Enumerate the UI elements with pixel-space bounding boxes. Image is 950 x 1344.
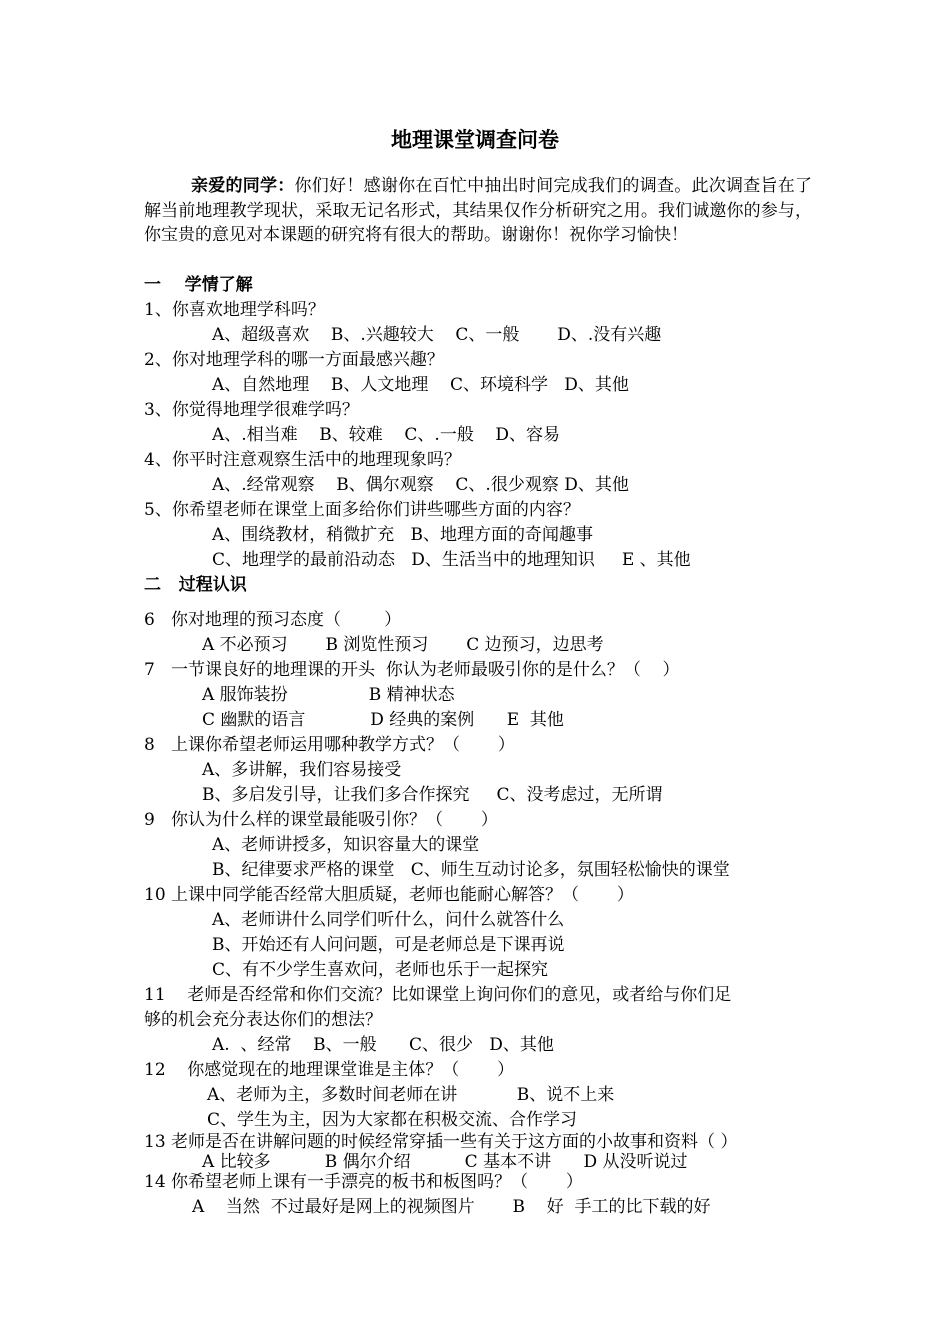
question-11-options: A. 、经常 B、一般 C、很少 D、其他 [212, 1035, 554, 1055]
question-5: 5、你希望老师在课堂上面多给你们讲些哪些方面的内容？ [144, 500, 580, 520]
page-title: 地理课堂调查问卷 [391, 128, 559, 152]
intro-body: 你们好！感谢你在百忙中抽出时间完成我们的调查。此次调查旨在了解当前地理教学现状，采取无记名形式，其结果仅作分析研究之用。我们诚邀你的参与，你宝贵的意见对本课题的研究将有很大的帮助。谢谢你！祝你学习愉快！ [144, 176, 813, 245]
question-6: 6 你对地理的预习态度（ ） [144, 610, 402, 630]
question-11-line-1: 11 老师是否经常和你们交流？比如课堂上询问你们的意见，或者给与你们足 [144, 985, 732, 1005]
question-12-options-1: A、老师为主，多数时间老师在讲 B、说不上来 [207, 1085, 615, 1105]
question-12-options-2: C、学生为主，因为大家都在积极交流、合作学习 [207, 1110, 578, 1130]
question-4-options: A、.经常观察 B、偶尔观察 C、.很少观察 D、其他 [212, 475, 629, 495]
question-9-option-a: A、老师讲授多，知识容量大的课堂 [212, 835, 480, 855]
question-1-options: A、超级喜欢 B、.兴趣较大 C、一般 D、.没有兴趣 [212, 325, 662, 345]
intro-paragraph [144, 174, 812, 248]
question-4: 4、你平时注意观察生活中的地理现象吗？ [144, 450, 461, 470]
question-8-option-bc: B、多启发引导，让我们多合作探究 C、没考虑过，无所谓 [202, 785, 663, 805]
question-14-options: A 当然 不过最好是网上的视频图片 B 好 手工的比下载的好 [192, 1197, 711, 1217]
section-heading-2: 二 过程认识 [144, 575, 247, 595]
question-7: 7 一节课良好的地理课的开头 你认为老师最吸引你的是什么？（ ） [144, 660, 680, 680]
question-7-options-2: C 幽默的语言 D 经典的案例 E 其他 [202, 710, 564, 730]
question-8: 8 上课你希望老师运用哪种教学方式？（ ） [144, 735, 515, 755]
question-13-options: A 比较多 B 偶尔介绍 C 基本不讲 D 从没听说过 [202, 1152, 688, 1172]
question-3: 3、你觉得地理学很难学吗？ [144, 400, 359, 420]
section-heading-1: 一 学情了解 [144, 275, 253, 295]
question-14: 14 你希望老师上课有一手漂亮的板书和板图吗？（ ） [144, 1172, 583, 1192]
question-13: 13 老师是否在讲解问题的时候经常穿插一些有关于这方面的小故事和资料（ ） [144, 1132, 738, 1152]
question-5-options-2: C、地理学的最前沿动态 D、生活当中的地理知识 E 、其他 [212, 550, 691, 570]
question-2-options: A、自然地理 B、人文地理 C、环境科学 D、其他 [212, 375, 629, 395]
question-5-options-1: A、围绕教材，稍微扩充 B、地理方面的奇闻趣事 [212, 525, 593, 545]
question-6-options: A 不必预习 B 浏览性预习 C 边预习，边思考 [202, 635, 604, 655]
question-9: 9 你认为什么样的课堂最能吸引你？（ ） [144, 810, 498, 830]
question-3-options: A、.相当难 B、较难 C、.一般 D、容易 [212, 425, 561, 445]
question-9-option-bc: B、纪律要求严格的课堂 C、师生互动讨论多，氛围轻松愉快的课堂 [212, 860, 730, 880]
question-1: 1、你喜欢地理学科吗？ [144, 300, 325, 320]
question-10-option-a: A、老师讲什么同学们听什么，问什么就答什么 [212, 910, 565, 930]
question-10-option-b: B、开始还有人问问题，可是老师总是下课再说 [212, 935, 565, 955]
question-10-option-c: C、有不少学生喜欢问，老师也乐于一起探究 [212, 960, 549, 980]
question-2: 2、你对地理学科的哪一方面最感兴趣？ [144, 350, 444, 370]
question-11-line-2: 够的机会充分表达你们的想法？ [144, 1010, 382, 1030]
question-12: 12 你感觉现在的地理课堂谁是主体？（ ） [144, 1060, 515, 1080]
question-10: 10 上课中同学能否经常大胆质疑，老师也能耐心解答？（ ） [144, 885, 634, 905]
intro-greeting: 亲爱的同学： [191, 176, 295, 196]
question-8-option-a: A、多讲解，我们容易接受 [202, 760, 402, 780]
question-7-options-1: A 服饰装扮 B 精神状态 [202, 685, 455, 705]
